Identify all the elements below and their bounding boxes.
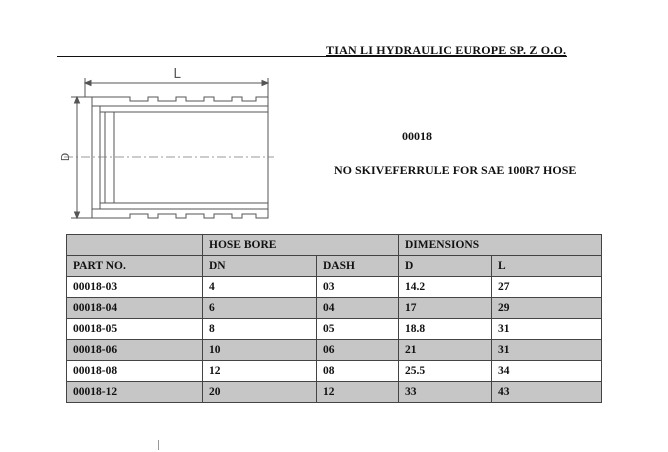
cell-l: 43 bbox=[492, 382, 602, 403]
cell-d: 14.2 bbox=[399, 277, 492, 298]
group-header-hose-bore: HOSE BORE bbox=[203, 235, 399, 256]
header-rule bbox=[57, 56, 567, 57]
table-row bbox=[67, 361, 602, 382]
cell-dash: 04 bbox=[317, 298, 399, 319]
cell-dn: 10 bbox=[203, 340, 317, 361]
column-header-l: L bbox=[492, 256, 602, 277]
cell-dash: 05 bbox=[317, 319, 399, 340]
column-header-dash: DASH bbox=[317, 256, 399, 277]
cell-dash: 12 bbox=[317, 382, 399, 403]
cell-l: 31 bbox=[492, 340, 602, 361]
product-description: NO SKIVEFERRULE FOR SAE 100R7 HOSE bbox=[334, 163, 577, 177]
product-code: 00018 bbox=[402, 129, 432, 143]
spec-table bbox=[66, 234, 602, 403]
table-row bbox=[67, 298, 602, 319]
cell-part-no: 00018-03 bbox=[67, 277, 203, 298]
cell-dn: 4 bbox=[203, 277, 317, 298]
column-header-row bbox=[67, 256, 602, 277]
cell-l: 27 bbox=[492, 277, 602, 298]
table-row bbox=[67, 319, 602, 340]
header-blank bbox=[67, 235, 203, 256]
cell-part-no: 00018-12 bbox=[67, 382, 203, 403]
table-row bbox=[67, 382, 602, 403]
table-row bbox=[67, 340, 602, 361]
cell-d: 17 bbox=[399, 298, 492, 319]
cell-dn: 6 bbox=[203, 298, 317, 319]
cell-l: 29 bbox=[492, 298, 602, 319]
cell-d: 25.5 bbox=[399, 361, 492, 382]
cell-dash: 06 bbox=[317, 340, 399, 361]
table-row bbox=[67, 277, 602, 298]
group-header-dimensions: DIMENSIONS bbox=[399, 235, 602, 256]
cell-dn: 8 bbox=[203, 319, 317, 340]
cell-part-no: 00018-04 bbox=[67, 298, 203, 319]
cell-part-no: 00018-06 bbox=[67, 340, 203, 361]
column-header-dn: DN bbox=[203, 256, 317, 277]
dim-length-label: L bbox=[173, 67, 181, 82]
column-header-d: D bbox=[399, 256, 492, 277]
cell-d: 33 bbox=[399, 382, 492, 403]
page-mark bbox=[158, 440, 159, 450]
cell-l: 31 bbox=[492, 319, 602, 340]
cell-part-no: 00018-05 bbox=[67, 319, 203, 340]
company-name: TIAN LI HYDRAULIC EUROPE SP. Z O.O. bbox=[326, 43, 567, 57]
dim-diameter-label: D bbox=[59, 152, 72, 162]
ferrule-technical-drawing bbox=[54, 64, 280, 226]
group-header-row bbox=[67, 235, 602, 256]
cell-dn: 20 bbox=[203, 382, 317, 403]
cell-d: 18.8 bbox=[399, 319, 492, 340]
cell-part-no: 00018-08 bbox=[67, 361, 203, 382]
column-header-part-no: PART NO. bbox=[67, 256, 203, 277]
cell-dash: 03 bbox=[317, 277, 399, 298]
cell-l: 34 bbox=[492, 361, 602, 382]
cell-dn: 12 bbox=[203, 361, 317, 382]
cell-dash: 08 bbox=[317, 361, 399, 382]
cell-d: 21 bbox=[399, 340, 492, 361]
